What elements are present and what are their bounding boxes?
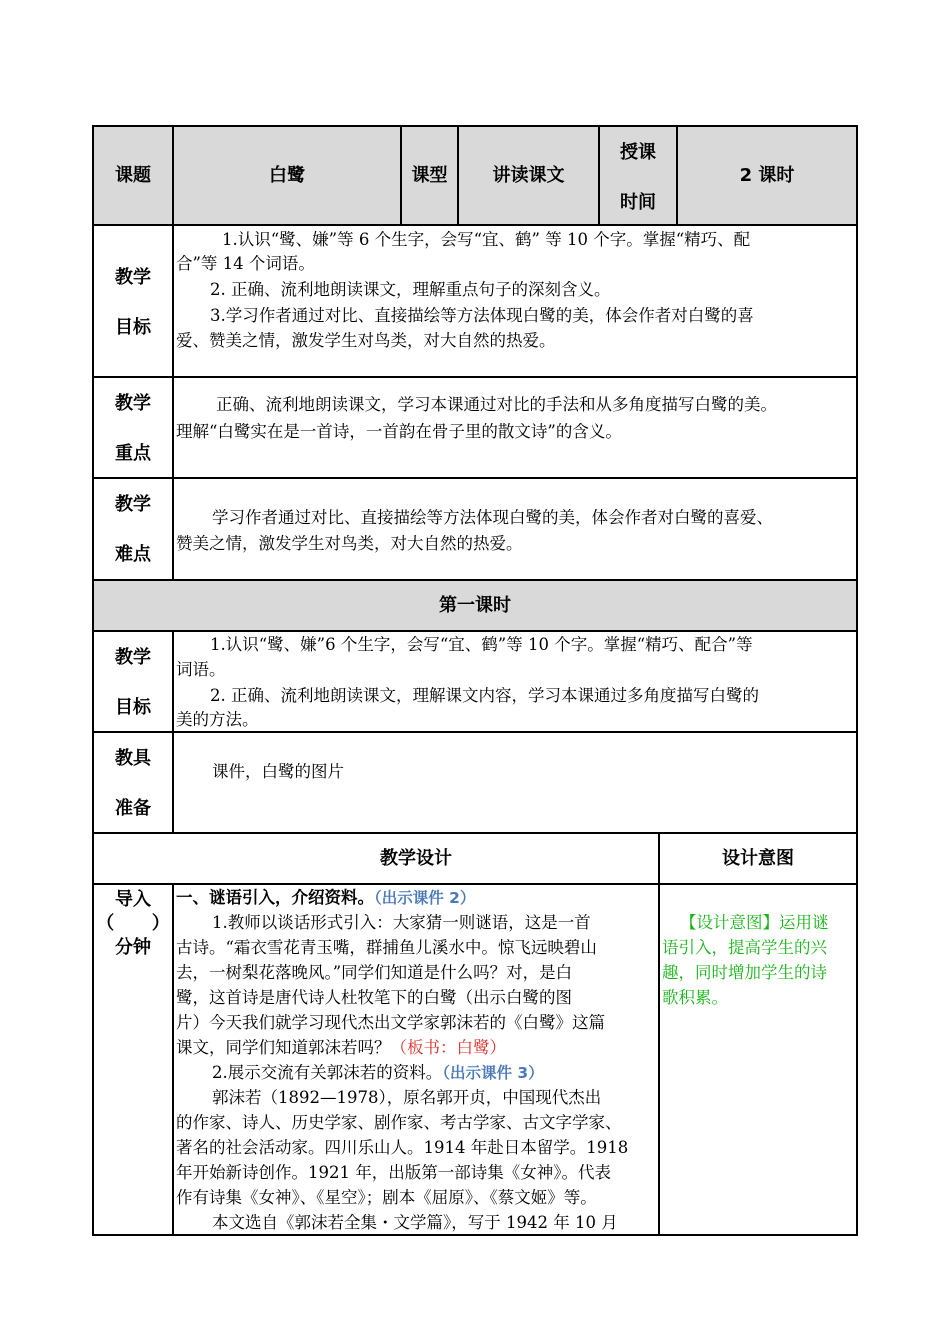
difficulties-line: 赞美之情，激发学生对鸟类，对大自然的热爱。 [176, 534, 523, 553]
section-tag: （出示课件 2） [374, 889, 476, 907]
bio-line: 作有诗集《女神》、《星空》；剧本《屈原》、《蔡文姬》等。 [176, 1188, 597, 1207]
bio-line: 本文选自《郭沫若全集・文学篇》，写于 1942 年 10 月 [212, 1213, 618, 1232]
key-points-line: 理解“白鹭实在是一首诗，一首韵在骨子里的散文诗”的含义。 [176, 422, 622, 441]
time-label-line-2: 时间 [620, 192, 656, 213]
intent-line: 【设计意图】运用谜 [680, 913, 829, 932]
first-lesson-title: 第一课时 [439, 595, 511, 616]
goals-label-2: 目标 [115, 317, 151, 338]
lesson-goals-line: 2. 正确、流利地朗读课文，理解课文内容，学习本课通过多角度描写白鹭的 [210, 686, 759, 705]
design-line: 去，一树梨花落晚风。”同学们知道是什么吗？对，是白 [176, 963, 573, 982]
goals-line: 3.学习作者通过对比、直接描绘等方法体现白鹭的美，体会作者对白鹭的喜 [210, 306, 754, 325]
design-line-with-note [176, 1036, 506, 1060]
time-label-line-1: 授课 [620, 142, 656, 163]
design-line: 1.教师以谈话形式引入：大家猜一则谜语，这是一首 [212, 913, 591, 932]
type-label: 课型 [411, 165, 448, 186]
lesson-goals-label-1: 教学 [115, 647, 151, 668]
intent-line: 歌积累。 [662, 988, 728, 1007]
board-note: （板书：白鹭） [390, 1038, 506, 1057]
goals-line: 2. 正确、流利地朗读课文，理解重点句子的深刻含义。 [210, 280, 611, 299]
topic-value: 白鹭 [269, 165, 305, 186]
key-points-line: 正确、流利地朗读课文，学习本课通过对比的手法和从多角度描写白鹭的美。 [216, 395, 777, 414]
goals-line: 合”等 14 个词语。 [176, 254, 315, 273]
stage-label-2: （ ） [96, 913, 170, 934]
design-line: 鹭，这首诗是唐代诗人杜牧笔下的白鹭（出示白鹭的图 [176, 988, 572, 1007]
design-line-2: 2.展示交流有关郭沫若的资料。 [212, 1063, 443, 1082]
goals-line: 爱、赞美之情，激发学生对鸟类，对大自然的热爱。 [176, 331, 556, 350]
section-title: 一、谜语引入，介绍资料。 [176, 888, 374, 907]
lesson-goals-line: 词语。 [176, 660, 226, 679]
section-title-line [176, 886, 475, 910]
lesson-goals-label-2: 目标 [115, 697, 151, 718]
difficulties-line: 学习作者通过对比、直接描绘等方法体现白鹭的美，体会作者对白鹭的喜爱、 [212, 508, 773, 527]
stage-label-3: 分钟 [115, 937, 151, 958]
difficulties-label-1: 教学 [115, 494, 151, 515]
lesson-goals-line: 1.认识“鹭、嫌”6 个生字，会写“宜、鹤”等 10 个字。掌握“精巧、配合”等 [210, 635, 753, 654]
topic-label: 课题 [115, 165, 151, 186]
bio-line: 的作家、诗人、历史学家、剧作家、考古学家、古文字学家、 [176, 1113, 622, 1132]
goals-line: 1.认识“鹭、嫌”等 6 个生字，会写“宜、鹤” 等 10 个字。掌握“精巧、配 [222, 230, 751, 249]
design-header-right: 设计意图 [722, 848, 794, 869]
stage-label-1: 导入 [115, 889, 151, 910]
design-line-2-row [212, 1061, 544, 1085]
difficulties-label-2: 难点 [115, 544, 151, 565]
bio-line: 著名的社会活动家。四川乐山人。1914 年赴日本留学。1918 [176, 1138, 629, 1157]
intent-line: 语引入，提高学生的兴 [662, 938, 827, 957]
materials-label-2: 准备 [115, 798, 151, 819]
lesson-goals-line: 美的方法。 [176, 710, 259, 729]
design-line: 片）今天我们就学习现代杰出文学家郭沫若的《白鹭》这篇 [176, 1013, 605, 1032]
type-value: 讲读课文 [492, 165, 565, 186]
line-2-tag: （出示课件 3） [442, 1064, 544, 1082]
design-header-left: 教学设计 [380, 848, 452, 869]
materials-text: 课件，白鹭的图片 [212, 762, 344, 781]
design-line: 课文，同学们知道郭沫若吗？ [176, 1038, 391, 1057]
bio-line: 年开始新诗创作。1921 年，出版第一部诗集《女神》。代表 [176, 1163, 611, 1182]
goals-label-1: 教学 [115, 267, 151, 288]
intent-line: 趣，同时增加学生的诗 [662, 963, 827, 982]
materials-label-1: 教具 [115, 748, 151, 769]
time-value: 2 课时 [739, 165, 795, 186]
design-line: 古诗。“霜衣雪花青玉嘴，群捕鱼儿溪水中。惊飞远映碧山 [176, 938, 597, 957]
key-points-label-1: 教学 [115, 393, 151, 414]
bio-line: 郭沫若（1892—1978），原名郭开贞，中国现代杰出 [212, 1088, 602, 1107]
key-points-label-2: 重点 [115, 443, 151, 464]
